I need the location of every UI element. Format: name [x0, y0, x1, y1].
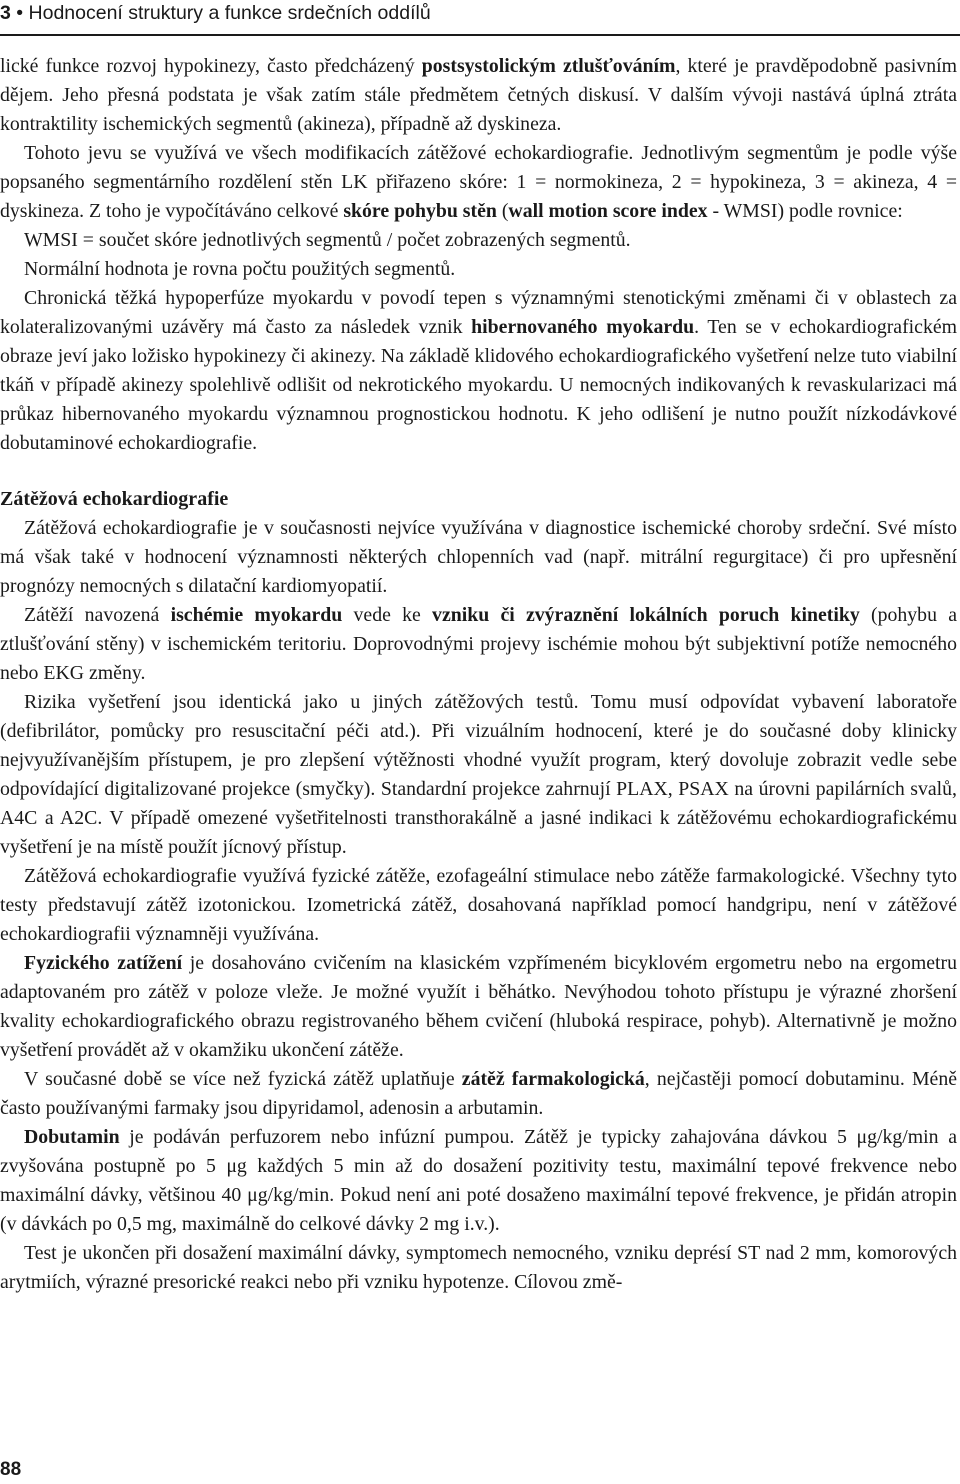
- text-run: Tohoto jevu se využívá ve všech modifikacích zátěžové echokardiografie. Jednotlivým segmentům je podle výše popsaného segmentárního rozdělení stěn LK přiřazeno skóre: 1 = normokineza, 2 = hypokineza, 3 = akineza, 4 = dyskineza. Z toho je vypočítáváno celkové: [0, 142, 957, 222]
- text-run: Zátěžová echokardiografie využívá fyzické zátěže, ezofageální stimulace nebo zátěže farmakologické. Všechny tyto testy představují zátěž izotonickou. Izometrická zátěž, dosahovaná například pomocí handgripu, není v zátěžové echokardiografii významněji využívána.: [0, 865, 957, 945]
- intro-paragraphs: [0, 52, 957, 458]
- text-run: - WMSI) podle rovnice:: [707, 200, 903, 222]
- text-run: (pohybu a ztlušťování stěny) v ischemickém teritoriu. Doprovodnými projevy ischémie mohou být subjektivní potíže nemocného nebo EKG změny.: [0, 604, 957, 684]
- bold-term: Dobutamin: [24, 1126, 120, 1148]
- text-run: . Ten se v echokardiografickém obraze jeví jako ložisko hypokinezy či akinezy. Na základě klidového echokardiografického vyšetření nelze tuto viabilní tkáň v případě akinezy spolehlivě odlišit od nekrotického myokardu. U nemocných indikovaných k revaskularizaci má průkaz hibernovaného myokardu významnou prognostickou hodnotu. K jeho odlišení je nutno použít nízkodávkové dobutaminové echokardiografie.: [0, 316, 958, 454]
- text-run: Chronická těžká hypoperfúze myokardu v povodí tepen s významnými stenotickými změnami či v oblastech za kolateralizovanými uzávěry má často za následek vznik: [0, 287, 957, 338]
- text-run: , nejčastěji pomocí dobutaminu. Méně často používanými farmaky jsou dipyridamol, adenosin a arbutamin.: [0, 1068, 957, 1119]
- paragraph-p5: [0, 284, 957, 458]
- paragraph-s5: [0, 949, 957, 1065]
- paragraph-s2: [0, 601, 957, 688]
- bullet-separator: •: [16, 2, 24, 24]
- bold-term: vzniku či zvýraznění lokálních poruch kinetiky: [432, 604, 860, 626]
- paragraph-s4: [0, 862, 957, 949]
- paragraph-s8: [0, 1239, 957, 1297]
- chapter-title: Hodnocení struktury a funkce srdečních oddílů: [28, 2, 431, 24]
- text-run: WMSI = součet skóre jednotlivých segmentů / počet zobrazených segmentů.: [24, 229, 631, 251]
- text-run: Rizika vyšetření jsou identická jako u jiných zátěžových testů. Tomu musí odpovídat vybavení laboratoře (defibrilátor, pomůcky pro resuscitační péči atd.). Při vizuálním hodnocení, které je do současné doby klinicky nejvyužívanějším přístupem, je pro zlepšení výtěžnosti vhodné využít program, který dovoluje zobrazit vedle sebe odpovídající digitalizované projekce (smyčky). Standardní projekce zahrnují PLAX, PSAX na úrovni papilárních svalů, A4C a A2C. V případě omezené vyšetřitelnosti transthorakálně a jasné indikaci k zátěžovému echokardiografickému vyšetření je na místě použít jícnový přístup.: [0, 691, 957, 858]
- bold-term: postsystolickým ztlušťováním: [421, 55, 676, 77]
- bold-term: ischémie myokardu: [170, 604, 343, 626]
- paragraph-p2: [0, 139, 957, 226]
- paragraph-s6: [0, 1065, 957, 1123]
- text-run: (: [496, 200, 509, 222]
- text-run: Zátěží navozená: [24, 604, 171, 626]
- bold-term: skóre pohybu stěn: [343, 200, 497, 222]
- text-run: Zátěžová echokardiografie je v současnosti nejvíce využívána v diagnostice ischemické choroby srdeční. Své místo má však také v hodnocení významnosti některých chlopenních vad (např. mitrální regurgitace) či pro upřesnění prognózy nemocných s dilatační kardiomyopatií.: [0, 517, 957, 597]
- section-heading: Zátěžová echokardiografie: [0, 488, 229, 510]
- paragraph-s1: [0, 514, 957, 601]
- page-number: 88: [0, 1459, 22, 1480]
- body-text: [0, 52, 957, 1297]
- bold-term: Fyzického zatížení: [24, 952, 183, 974]
- text-run: vede ke: [342, 604, 433, 626]
- text-run: V současné době se více než fyzická zátěž uplatňuje: [24, 1068, 462, 1090]
- text-run: je dosahováno cvičením na klasickém vzpřímeném bicyklovém ergometru nebo na ergometru adaptovaném pro zátěž v poloze vleže. Je možné využít i běhátko. Nevýhodou tohoto přístupu je výrazné zhoršení kvality echokardiografického obrazu registrovaného během cvičení (hluboká respirace, pohyb). Alternativně je možno vyšetření provádět až v okamžiku ukončení zátěže.: [0, 952, 957, 1061]
- paragraph-p4: [0, 255, 957, 284]
- running-head: [0, 0, 431, 26]
- bold-term: wall motion score index: [508, 200, 708, 222]
- header-rule: [0, 34, 960, 36]
- text-run: je podáván perfuzorem nebo infúzní pumpou. Zátěž je typicky zahajována dávkou 5 μg/kg/min a zvyšována postupně po 5 μg každých 5 min až do dosažení pozitivity testu, maximální tepové frekvence nebo maximální dávky, většinou 40 μg/kg/min. Pokud není ani poté dosaženo maximální tepové frekvence, je přidán atropin (v dávkách po 0,5 mg, maximálně do celkové dávky 2 mg i.v.).: [0, 1126, 957, 1235]
- section-paragraphs: [0, 514, 957, 1297]
- paragraph-p1: [0, 52, 957, 139]
- paragraph-s7: [0, 1123, 957, 1239]
- text-run: Normální hodnota je rovna počtu použitých segmentů.: [24, 258, 456, 280]
- text-run: lické funkce rozvoj hypokinezy, často předcházený: [0, 55, 422, 77]
- chapter-number: 3: [0, 2, 11, 24]
- paragraph-p3: [0, 226, 957, 255]
- paragraph-s3: [0, 688, 957, 862]
- bold-term: zátěž farmakologická: [461, 1068, 645, 1090]
- text-run: Test je ukončen při dosažení maximální dávky, symptomech nemocného, vzniku deprésí ST nad 2 mm, komorových arytmiích, výrazné presorické reakci nebo při vzniku hypotenze. Cílovou změ-: [0, 1242, 957, 1293]
- text-run: , které je pravděpodobně pasivním dějem. Jeho přesná podstata je však zatím stále předmětem četných diskusí. V dalším vývoji nastává úplná ztráta kontraktility ischemických segmentů (akineza), případně až dyskineza.: [0, 55, 957, 135]
- bold-term: hibernovaného myokardu: [471, 316, 695, 338]
